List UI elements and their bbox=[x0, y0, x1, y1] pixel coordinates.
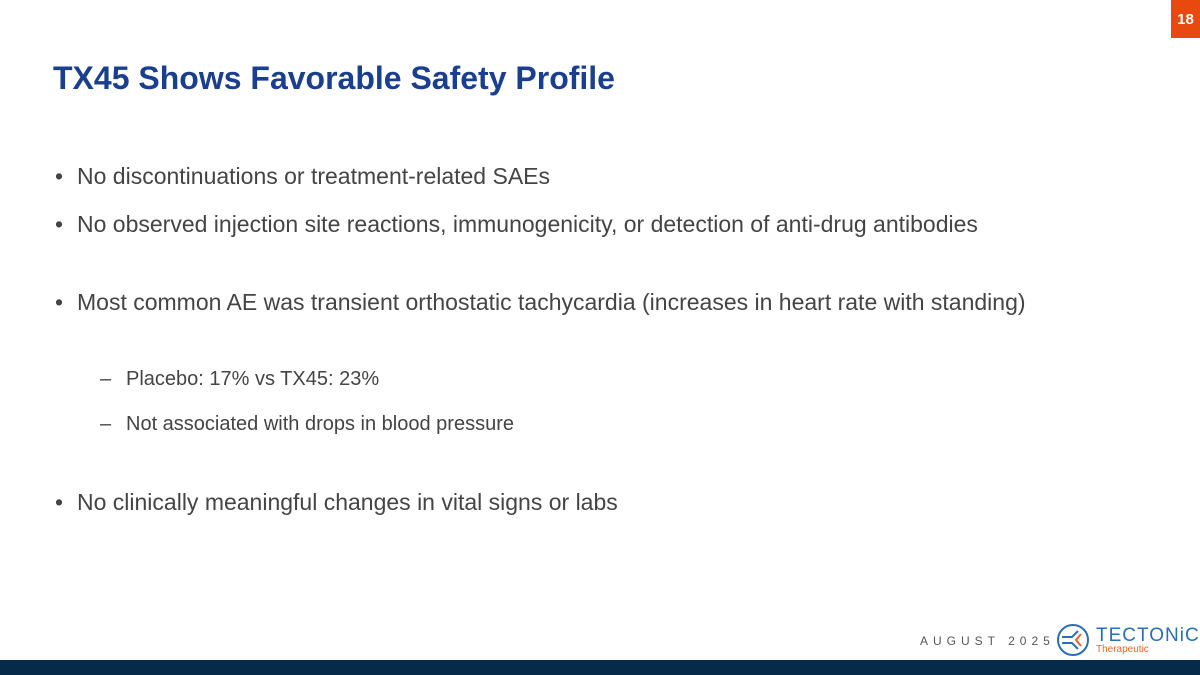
sub-bullet-marker: – bbox=[100, 413, 112, 435]
company-logo bbox=[1056, 623, 1200, 657]
logo-subtitle: Therapeutic bbox=[1096, 643, 1149, 655]
bullet-marker: • bbox=[55, 489, 64, 515]
sub-bullet-2 bbox=[100, 413, 514, 436]
sub-bullet-marker: – bbox=[100, 368, 112, 390]
logo-mark-icon bbox=[1056, 623, 1090, 657]
page-number: 18 bbox=[1171, 0, 1200, 38]
sub-bullet-text: Not associated with drops in blood pressure bbox=[126, 413, 514, 435]
sub-bullet-1 bbox=[100, 368, 379, 391]
bullet-marker: • bbox=[55, 211, 64, 237]
bullet-2 bbox=[55, 209, 1055, 239]
slide-title: TX45 Shows Favorable Safety Profile bbox=[53, 60, 615, 96]
bullet-marker: • bbox=[55, 289, 64, 315]
bullet-text: No observed injection site reactions, immunogenicity, or detection of anti-drug antibodies bbox=[77, 211, 978, 237]
sub-bullet-text: Placebo: 17% vs TX45: 23% bbox=[126, 368, 380, 390]
footer-bar bbox=[0, 660, 1200, 675]
bullet-4 bbox=[55, 487, 1055, 517]
bullet-marker: • bbox=[55, 163, 64, 189]
bullet-text: No clinically meaningful changes in vital signs or labs bbox=[77, 489, 618, 515]
logo-name: TECTONiC bbox=[1096, 624, 1200, 646]
bullet-text: No discontinuations or treatment-related SAEs bbox=[77, 163, 551, 189]
bullet-3 bbox=[55, 287, 1055, 317]
bullet-text: Most common AE was transient orthostatic tachycardia (increases in heart rate with standing) bbox=[77, 289, 1026, 315]
bullet-1 bbox=[55, 161, 1055, 191]
footer-date: AUGUST 2025 bbox=[920, 634, 1055, 648]
